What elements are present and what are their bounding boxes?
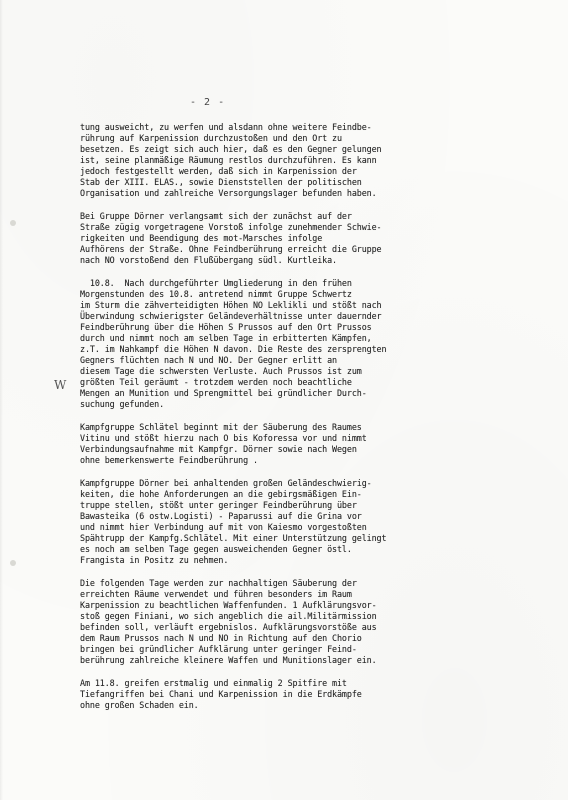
text-line: truppe stellen, stößt unter geringer Feindberührung über: [80, 500, 357, 510]
paragraph-5: [80, 478, 480, 566]
text-line: keiten, die hohe Anforderungen an die gebirgsmäßigen Ein-: [80, 489, 362, 499]
text-line: Feindberührung über die Höhen S Prussos auf den Ort Prussos: [80, 322, 372, 332]
text-line: stoß gegen Finiani, wo sich angeblich die ail.Militärmission: [80, 611, 377, 621]
text-line: durch und nimmt noch am selben Tage in erbitterten Kämpfen,: [80, 333, 372, 343]
text-line: und nimmt hier Verbindung auf mit von Kaiesmo vorgestoßten: [80, 522, 367, 532]
text-line: Tiefangriffen bei Chani und Karpenission in die Erdkämpfe: [80, 689, 362, 699]
text-line: Straße zügig vorgetragene Vorstoß infolge zunehmender Schwie-: [80, 222, 382, 232]
punch-hole-mark: [10, 560, 16, 566]
text-line: Die folgenden Tage werden zur nachhaltigen Säuberung der: [80, 578, 357, 588]
text-line: rührung auf Karpenission durchzustoßen und den Ort zu: [80, 133, 342, 143]
document-body: [80, 122, 480, 723]
paragraph-4: [80, 422, 480, 466]
text-line: berührung zahlreiche kleinere Waffen und Munitionslager ein.: [80, 655, 377, 665]
text-line: Gegners flüchten nach N und NO. Der Gegner erlitt an: [80, 355, 337, 365]
text-line: Stab der XIII. ELAS., sowie Dienststellen der politischen: [80, 177, 362, 187]
paragraph-2: [80, 211, 480, 266]
text-line: größten Teil geräumt - trotzdem werden noch beachtliche: [80, 377, 352, 387]
text-line: Kampfgruppe Schlätel beginnt mit der Säuberung des Raumes: [80, 422, 362, 432]
text-line: besetzen. Es zeigt sich auch hier, daß es den Gegner gelungen: [80, 144, 382, 154]
text-line: nach NO vorstoßend den Flußübergang südl. Kurtleika.: [80, 255, 337, 265]
text-line: Überwindung schwierigster Geländeverhältnisse unter dauernder: [80, 311, 382, 321]
text-line: ohne bemerkenswerte Feindberührung .: [80, 455, 258, 465]
page-edge-shadow: [0, 0, 3, 800]
paragraph-6: [80, 578, 480, 666]
text-line: Organisation und zahlreiche Versorgungslager befunden haben.: [80, 188, 377, 198]
text-line: Am 11.8. greifen erstmalig und einmalig 2 Spitfire mit: [80, 678, 347, 688]
text-line: Bawasteika (6 ostw.Logisti) - Paparussi auf die Grina vor: [80, 511, 362, 521]
paragraph-1: [80, 122, 480, 199]
text-line: Morgenstunden des 10.8. antretend nimmt Gruppe Schwertz: [80, 289, 352, 299]
text-line: Kampfgruppe Dörner bei anhaltenden großen Geländeschwierig-: [80, 478, 372, 488]
text-line: erreichten Räume verwendet und führen besonders im Raum: [80, 589, 352, 599]
text-line: Bei Gruppe Dörner verlangsamt sich der zunächst auf der: [80, 211, 352, 221]
text-line: suchung gefunden.: [80, 399, 165, 409]
text-line: 10.8. Nach durchgeführter Umgliederung in den frühen: [80, 278, 352, 288]
text-line: es noch am selben Tage gegen ausweichenden Gegner östl.: [80, 544, 352, 554]
text-line: diesem Tage die schwersten Verluste. Auch Prussos ist zum: [80, 366, 362, 376]
text-line: Spähtrupp der Kampfg.Schlätel. Mit einer Unterstützung gelingt: [80, 533, 387, 543]
text-line: Karpenission zu beachtlichen Waffenfunden. 1 Aufklärungsvor-: [80, 600, 377, 610]
punch-hole-mark: [10, 220, 16, 226]
text-line: rigkeiten und Beendigung des mot-Marsches infolge: [80, 233, 323, 243]
text-line: dem Raum Prussos nach N und NO in Richtung auf den Chorio: [80, 633, 362, 643]
margin-annotation: W: [54, 378, 67, 392]
paragraph-7: [80, 678, 480, 711]
text-line: Aufhörens der Straße. Ohne Feindberührung erreicht die Gruppe: [80, 244, 382, 254]
text-line: Frangista in Positz zu nehmen.: [80, 555, 229, 565]
page-number: - 2 -: [190, 97, 226, 108]
text-line: tung ausweicht, zu werfen und alsdann ohne weitere Feindbe-: [80, 122, 372, 132]
text-line: Verbindungsaufnahme mit Kampfgr. Dörner sowie nach Wegen: [80, 444, 357, 454]
text-line: befinden soll, verläuft ergebnislos. Aufklärungsvorstöße aus: [80, 622, 377, 632]
text-line: ist, seine planmäßige Räumung restlos durchzuführen. Es kann: [80, 155, 377, 165]
text-line: z.T. im Nahkampf die Höhen N davon. Die Reste des zersprengten: [80, 344, 387, 354]
text-line: Vitinu und stößt hierzu nach O bis Koforessa vor und nimmt: [80, 433, 367, 443]
text-line: Mengen an Munition und Sprengmittel bei gründlicher Durch-: [80, 388, 367, 398]
text-line: ohne großen Schaden ein.: [80, 700, 199, 710]
text-line: bringen bei gründlicher Aufklärung unter geringer Feind-: [80, 644, 357, 654]
text-line: im Sturm die zähverteidigten Höhen NO Leklikli und stößt nach: [80, 300, 382, 310]
paragraph-3: [80, 278, 480, 410]
text-line: jedoch festgestellt werden, daß sich in Karpenission der: [80, 166, 357, 176]
